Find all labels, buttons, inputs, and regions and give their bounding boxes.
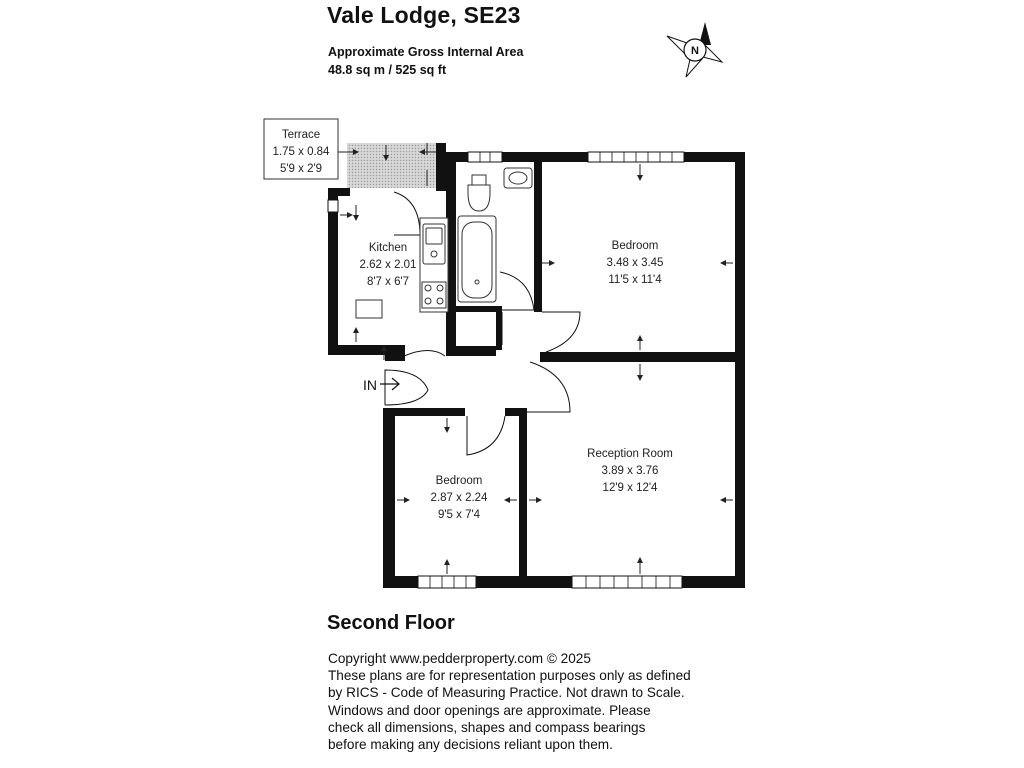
bedroom-2-metric: 2.87 x 2.24 (430, 492, 488, 504)
bedroom-1-name: Bedroom (611, 240, 659, 252)
disclaimer-line: by RICS - Code of Measuring Practice. Not drawn to Scale. (328, 685, 685, 701)
disclaimer-line: These plans are for representation purposes only as defined (328, 668, 691, 684)
entrance-arrow-icon (380, 378, 399, 390)
compass-letter: N (691, 45, 699, 57)
terrace-floor (347, 143, 442, 188)
reception-metric: 3.89 x 3.76 (601, 465, 659, 477)
kitchen-metric: 2.62 x 2.01 (359, 259, 417, 271)
bedroom-2-imperial: 9'5 x 7'4 (437, 509, 481, 521)
terrace-imperial: 5'9 x 2'9 (279, 163, 323, 175)
property-title: Vale Lodge, SE23 (327, 2, 521, 28)
door-terrace (394, 192, 420, 235)
area-label: Approximate Gross Internal Area (328, 45, 524, 59)
bedroom-2-name: Bedroom (435, 475, 483, 487)
kitchen-imperial: 8'7 x 6'7 (366, 276, 410, 288)
terrace-metric: 1.75 x 0.84 (272, 146, 330, 158)
reception-imperial: 12'9 x 12'4 (602, 482, 658, 494)
compass-icon (667, 22, 722, 77)
window-kitchen (328, 200, 338, 212)
disclaimer-line: Copyright www.pedderproperty.com © 2025 (328, 651, 591, 666)
door-bathroom (500, 272, 534, 310)
disclaimer-line: before making any decisions reliant upon them. (328, 737, 613, 753)
door-entrance (385, 370, 428, 405)
door-reception (527, 362, 570, 412)
window-reception (572, 576, 682, 588)
terrace-name: Terrace (281, 129, 321, 141)
terrace (264, 119, 442, 188)
door-bedroom-2 (467, 416, 505, 455)
toilet-icon (468, 185, 490, 211)
area-value: 48.8 sq m / 525 sq ft (328, 63, 447, 77)
door-kitchen (404, 351, 445, 357)
bedroom-1-imperial: 11'5 x 11'4 (608, 274, 662, 286)
bedroom-1-metric: 3.48 x 3.45 (606, 257, 664, 269)
window-bedroom-2 (418, 576, 476, 588)
walls (328, 143, 745, 588)
disclaimer-line: Windows and door openings are approximate. Please (328, 702, 651, 718)
disclaimer-line: check all dimensions, shapes and compass bearings (328, 719, 646, 735)
window-bathroom (468, 152, 502, 162)
kitchen-name: Kitchen (368, 242, 408, 254)
door-bedroom-1 (542, 312, 580, 352)
disclaimer (328, 650, 748, 753)
windows (328, 152, 684, 588)
reception-name: Reception Room (587, 448, 673, 460)
kitchen-unit (356, 300, 382, 318)
floor-label: Second Floor (327, 612, 455, 634)
entrance-label: IN (363, 377, 377, 393)
